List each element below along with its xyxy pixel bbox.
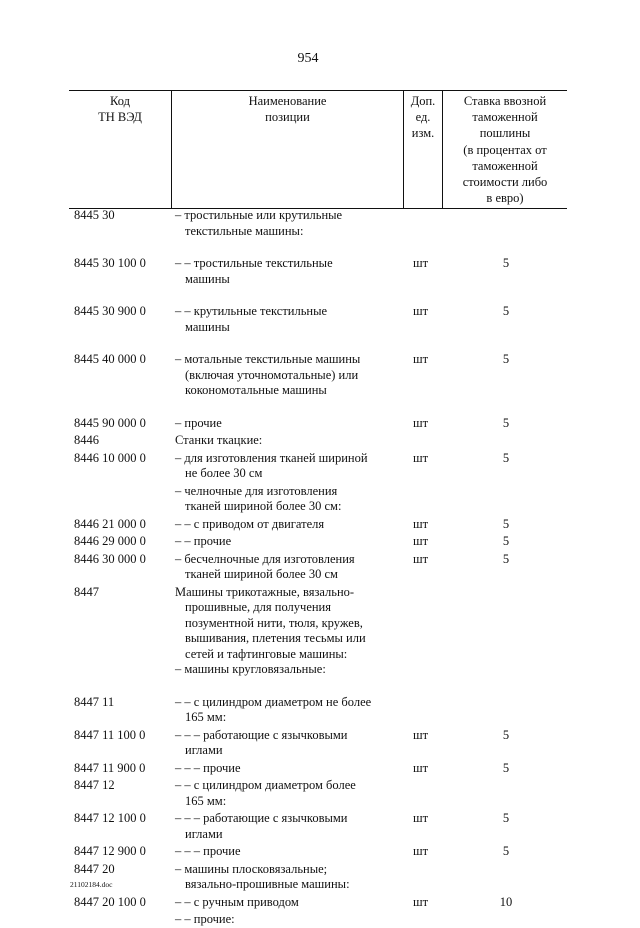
page-number: 954 bbox=[297, 51, 319, 66]
row-name bbox=[175, 695, 405, 726]
row-name-line: – бесчелночные для изготовления bbox=[175, 551, 355, 566]
table-row bbox=[0, 208, 640, 239]
row-name bbox=[175, 728, 405, 759]
table-row bbox=[0, 517, 640, 533]
row-name bbox=[175, 416, 405, 432]
row-rate: 5 bbox=[502, 304, 510, 318]
row-name-line: позументной нити, тюля, кружев, bbox=[185, 615, 363, 630]
row-name-line: – – с ручным приводом bbox=[175, 894, 299, 909]
table-row bbox=[0, 844, 640, 860]
row-name-line: – машины плосковязальные; bbox=[175, 861, 328, 876]
row-code: 8445 30 900 0 bbox=[74, 304, 146, 318]
row-name bbox=[175, 256, 405, 287]
table-row bbox=[0, 895, 640, 911]
row-name-line: – – с цилиндром диаметром более bbox=[175, 778, 356, 792]
row-code: 8447 bbox=[74, 584, 99, 599]
row-unit: шт bbox=[413, 760, 429, 775]
row-rate: 5 bbox=[502, 760, 510, 775]
row-code: 8445 30 bbox=[74, 208, 115, 222]
row-unit: шт bbox=[413, 304, 429, 318]
row-name-line: – челночные для изготовления bbox=[175, 483, 338, 498]
row-name bbox=[175, 352, 405, 399]
row-name bbox=[175, 585, 405, 678]
row-rate: 5 bbox=[502, 516, 510, 531]
header-line: изм. bbox=[411, 126, 435, 141]
row-code: 8446 29 000 0 bbox=[74, 534, 146, 548]
row-name-line: машины bbox=[185, 319, 230, 334]
row-code: 8447 12 100 0 bbox=[74, 811, 146, 825]
row-name-line: – мотальные текстильные машины bbox=[175, 352, 361, 366]
row-name-line: тканей шириной более 30 см bbox=[185, 567, 338, 581]
row-name-line: не более 30 см bbox=[185, 466, 263, 480]
row-name-line: – – – работающие с язычковыми bbox=[175, 727, 348, 742]
row-code: 8446 bbox=[74, 433, 99, 447]
row-rate: 5 bbox=[502, 450, 510, 465]
table-row bbox=[0, 552, 640, 583]
row-name-line: – – прочие: bbox=[175, 912, 235, 926]
header-line: позиции bbox=[265, 110, 310, 125]
row-name-line: – – – прочие bbox=[175, 844, 241, 858]
row-code: 8445 40 000 0 bbox=[74, 352, 146, 366]
row-unit: шт bbox=[413, 352, 429, 366]
row-name-line: – – – прочие bbox=[175, 760, 241, 775]
table-row bbox=[0, 416, 640, 432]
row-name-line: иглами bbox=[185, 743, 223, 757]
row-name bbox=[175, 761, 405, 777]
header-code bbox=[69, 93, 171, 125]
row-code: 8447 11 bbox=[74, 694, 115, 709]
row-name-line: – – с цилиндром диаметром не более bbox=[175, 694, 372, 709]
row-code: 8446 30 000 0 bbox=[74, 551, 146, 566]
row-name bbox=[175, 912, 405, 928]
row-name-line: кокономотальные машины bbox=[185, 383, 327, 397]
table-top-rule bbox=[69, 90, 567, 91]
table-row bbox=[0, 433, 640, 449]
row-name-line: текстильные машины: bbox=[185, 223, 304, 238]
row-rate: 5 bbox=[502, 551, 510, 566]
table-row bbox=[0, 534, 640, 550]
table-row bbox=[0, 304, 640, 335]
row-name-line: (включая уточномотальные) или bbox=[185, 367, 359, 382]
row-name-line: – – прочие bbox=[175, 534, 232, 548]
row-name bbox=[175, 862, 405, 893]
row-unit: шт bbox=[413, 894, 429, 909]
row-rate: 10 bbox=[499, 894, 513, 909]
row-unit: шт bbox=[413, 415, 429, 430]
row-unit: шт bbox=[413, 516, 429, 531]
row-unit: шт bbox=[413, 256, 429, 270]
row-rate: 5 bbox=[502, 727, 510, 742]
row-code: 8447 11 100 0 bbox=[74, 727, 146, 742]
row-unit: шт bbox=[413, 727, 429, 742]
header-line: стоимости либо bbox=[462, 175, 548, 190]
row-rate: 5 bbox=[502, 352, 510, 366]
tariff-table-body bbox=[0, 208, 640, 928]
table-row bbox=[0, 912, 640, 928]
row-name bbox=[175, 778, 405, 809]
row-rate: 5 bbox=[502, 256, 510, 270]
row-code: 8446 10 000 0 bbox=[74, 450, 146, 465]
row-rate: 5 bbox=[502, 811, 510, 825]
table-row bbox=[0, 811, 640, 842]
row-code: 8447 20 100 0 bbox=[74, 894, 146, 909]
header-line: Код bbox=[110, 94, 130, 108]
row-name-line: сетей и тафтинговые машины: bbox=[185, 646, 348, 661]
row-name-line: – – – работающие с язычковыми bbox=[175, 811, 348, 825]
row-name-line: Станки ткацкие: bbox=[175, 433, 263, 447]
table-row bbox=[0, 695, 640, 726]
row-name-line: Машины трикотажные, вязально- bbox=[175, 584, 355, 599]
header-line: Ставка ввозной bbox=[463, 94, 547, 108]
footer-filename: 21102184.doc bbox=[70, 880, 113, 889]
row-rate: 5 bbox=[502, 534, 510, 548]
row-code: 8447 12 bbox=[74, 778, 115, 792]
row-unit: шт bbox=[413, 811, 429, 825]
header-line: таможенной bbox=[472, 110, 538, 125]
row-name-line: – – крутильные текстильные bbox=[175, 304, 328, 318]
header-line: ТН ВЭД bbox=[98, 110, 142, 125]
row-name bbox=[175, 534, 405, 550]
table-row bbox=[0, 585, 640, 678]
row-name bbox=[175, 451, 405, 482]
header-line: (в процентах от bbox=[463, 142, 547, 157]
header-unit bbox=[404, 93, 442, 142]
row-name-line: вязально-прошивные машины: bbox=[185, 877, 350, 891]
row-code: 8445 90 000 0 bbox=[74, 415, 146, 430]
row-name-line: – прочие bbox=[175, 415, 222, 430]
row-code: 8447 11 900 0 bbox=[74, 760, 146, 775]
row-name-line: 165 мм: bbox=[185, 710, 227, 724]
table-row bbox=[0, 256, 640, 287]
row-name-line: – – с приводом от двигателя bbox=[175, 516, 325, 531]
row-name-line: вышивания, плетения тесьмы или bbox=[185, 631, 366, 645]
row-name bbox=[175, 895, 405, 911]
header-name bbox=[172, 93, 403, 125]
row-name-line: машины bbox=[185, 271, 230, 286]
table-row bbox=[0, 451, 640, 482]
table-row bbox=[0, 352, 640, 399]
row-name-line: прошивные, для получения bbox=[185, 600, 331, 614]
row-name-line: – для изготовления тканей шириной bbox=[175, 450, 368, 465]
row-code: 8447 12 900 0 bbox=[74, 844, 146, 858]
row-name-line: – машины кругловязальные: bbox=[175, 662, 326, 676]
header-rate bbox=[443, 93, 567, 206]
row-name bbox=[175, 433, 405, 449]
table-row bbox=[0, 778, 640, 809]
header-line: ед. bbox=[415, 110, 431, 125]
row-name-line: – – тростильные текстильные bbox=[175, 256, 333, 270]
row-name bbox=[175, 208, 405, 239]
row-code: 8445 30 100 0 bbox=[74, 256, 146, 270]
table-row bbox=[0, 761, 640, 777]
header-line: пошлины bbox=[479, 126, 531, 141]
row-name bbox=[175, 304, 405, 335]
header-line: в евро) bbox=[486, 191, 524, 206]
row-unit: шт bbox=[413, 844, 429, 858]
row-rate: 5 bbox=[502, 415, 510, 430]
header-line: Доп. bbox=[410, 94, 436, 108]
row-name bbox=[175, 484, 405, 515]
row-name bbox=[175, 552, 405, 583]
row-unit: шт bbox=[413, 450, 429, 465]
row-unit: шт bbox=[413, 534, 429, 548]
header-line: Наименование bbox=[248, 94, 327, 108]
table-row bbox=[0, 484, 640, 515]
header-line: таможенной bbox=[472, 158, 538, 173]
row-name-line: тканей шириной более 30 см: bbox=[185, 499, 342, 513]
row-name-line: 165 мм: bbox=[185, 793, 227, 808]
row-name-line: – тростильные или крутильные bbox=[175, 208, 343, 222]
row-name-line: иглами bbox=[185, 826, 223, 841]
table-row bbox=[0, 728, 640, 759]
row-unit: шт bbox=[413, 551, 429, 566]
row-code: 8447 20 bbox=[74, 861, 115, 876]
row-code: 8446 21 000 0 bbox=[74, 516, 146, 531]
row-name bbox=[175, 517, 405, 533]
row-name bbox=[175, 811, 405, 842]
row-rate: 5 bbox=[502, 844, 510, 858]
row-name bbox=[175, 844, 405, 860]
